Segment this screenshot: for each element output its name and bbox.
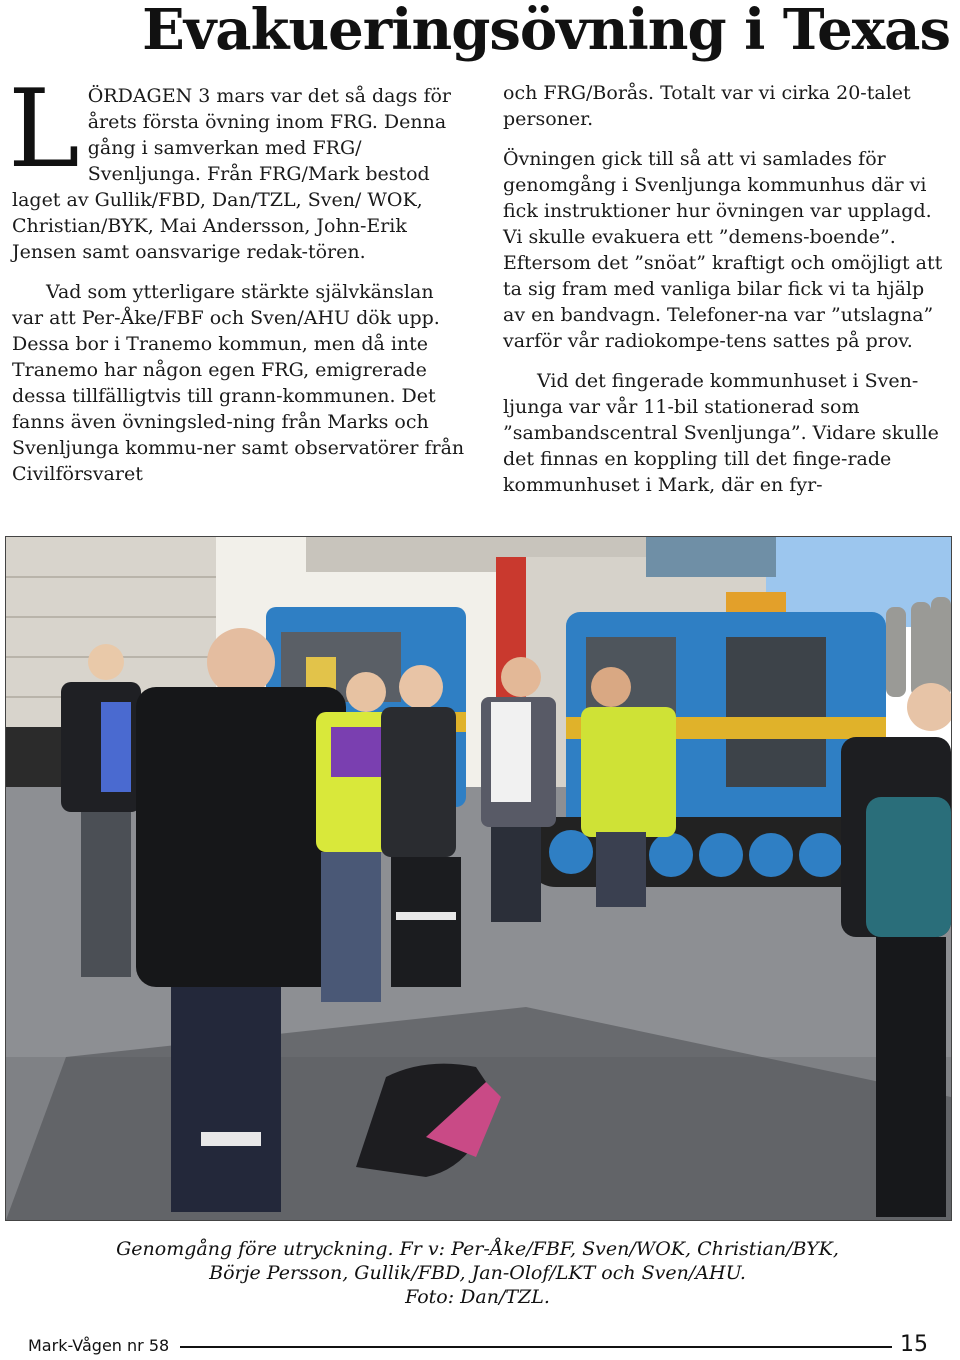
publication-name: Mark-Vågen nr 58 — [28, 1336, 170, 1355]
caption-line: Genomgång före utryckning. Fr v: Per-Åke/FBF, Sven/WOK, Christian/BYK, — [116, 1238, 839, 1260]
photo-credit: Foto: Dan/TZL. — [405, 1286, 550, 1308]
paragraph-participants: Vad som ytterligare stärkte självkänslan var att Per-Åke/FBF och Sven/AHU dök upp. Dessa bor i Tranemo kommun, men då inte Tranemo har någon egen FRG, emigrerade dessa tillfälligtvis till grann-kommunen. Det fanns även övningsled-ning från Marks och Svenljunga kommu-ner samt observatörer från Civilförsvaret — [12, 281, 465, 485]
footer-rule — [180, 1346, 892, 1348]
paragraph-continued: och FRG/Borås. Totalt var vi cirka 20-talet personer. — [503, 82, 911, 130]
right-column — [503, 80, 950, 498]
caption-line: Börje Persson, Gullik/FBD, Jan-Olof/LKT och Sven/AHU. — [209, 1262, 746, 1284]
photo-caption — [30, 1237, 925, 1309]
article-title: Evakueringsövning i Texas — [142, 0, 950, 63]
photo-illustration — [6, 537, 951, 1220]
paragraph-radio: Vid det fingerade kommunhuset i Sven-ljunga var vår 11-bil stationerad som ”sambandscentral Svenljunga”. Vidare skulle det finnas en koppling till det finge-rade kommunhuset i Mark, där en fyr- — [503, 370, 939, 496]
paragraph-intro — [8, 67, 467, 265]
drop-cap: L — [8, 67, 80, 192]
left-column — [8, 67, 467, 487]
paragraph-exercise: Övningen gick till så att vi samlades för genomgång i Svenljunga kommunhus där vi fick instruktioner hur övningen var upplagd. Vi skulle evakuera ett ”demens-boende”. Eftersom det ”snöat” kraftigt och omöjligt att ta sig fram med vanliga bilar fick vi ta hjälp av en bandvagn. Telefoner-na var ”utslagna” varför vår radiokompe-tens sattes på prov. — [503, 148, 943, 352]
paragraph-intro-text: ÖRDAGEN 3 mars var det så dags för årets första övning inom FRG. Denna gång i samverkan med FRG/ Svenljunga. Från FRG/Mark bestod laget av Gullik/FBD, Dan/TZL, Sven/ WOK, Christian/BYK, Mai Andersson, John-Erik Jensen samt oansvarige redak-tören. — [12, 85, 451, 263]
article-photo — [5, 536, 952, 1221]
page-number: 15 — [900, 1332, 928, 1357]
